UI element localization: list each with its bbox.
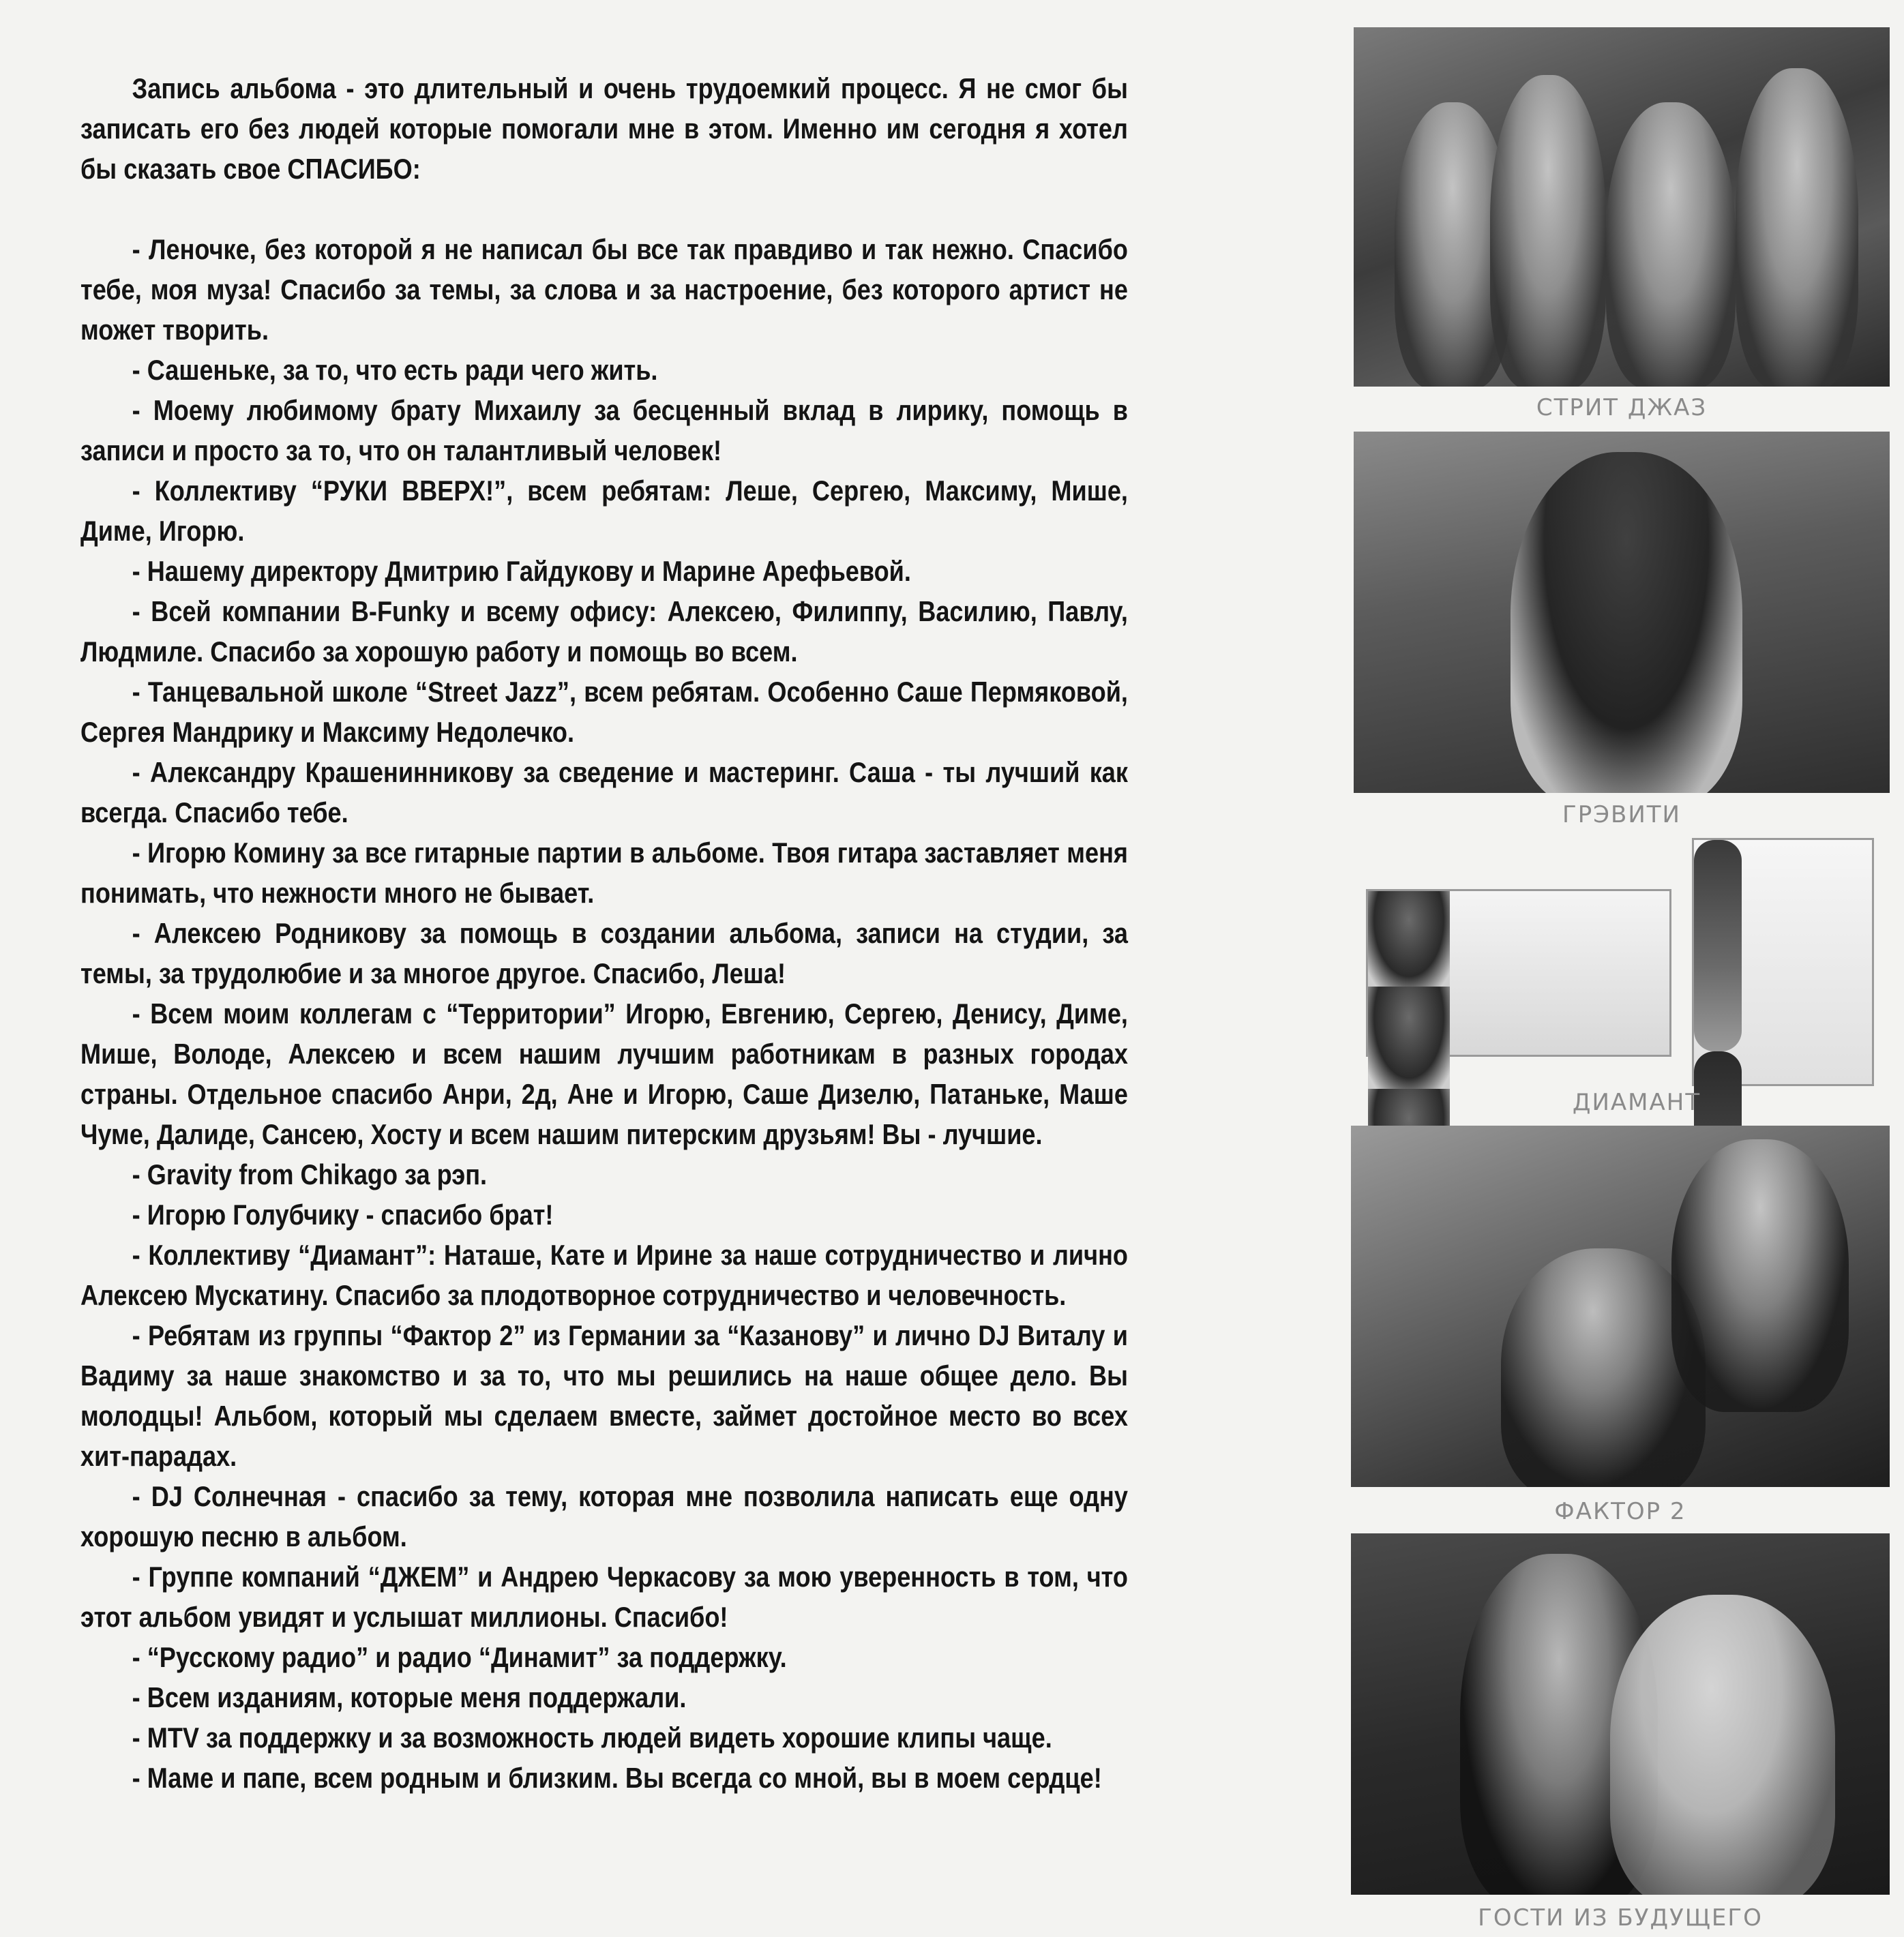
thanks-paragraph: - Алексею Родникову за помощь в создании альбома, записи на студии, за темы, за трудолюбие и за многое другое. Спасибо, Леша! xyxy=(80,917,1128,989)
thanks-paragraph: Запись альбома - это длительный и очень трудоемкий процесс. Я не смог бы записать его без людей которые помогали мне в этом. Именно им сегодня я хотел бы сказать свое СПАСИБО: xyxy=(80,72,1128,185)
thanks-paragraph: - MTV за поддержку и за возможность людей видеть хорошие клипы чаще. xyxy=(132,1722,1052,1754)
caption-gravity: ГРЭВИТИ xyxy=(1562,801,1681,828)
thanks-paragraph: - Коллективу “РУКИ ВВЕРХ!”, всем ребятам: Леше, Сергею, Максиму, Мише, Диме, Игорю. xyxy=(80,475,1128,547)
thanks-paragraph: - Ребятам из группы “Фактор 2” из Германии за “Казанову” и лично DJ Виталу и Вадиму за наше знакомство и за то, что мы решились на наше общее дело. Вы молодцы! Альбом, который мы сделаем вместе, займет достойное место во всех хит-парадах. xyxy=(80,1319,1128,1472)
photo-gravity xyxy=(1354,432,1890,793)
caption-street-jazz: СТРИТ ДЖАЗ xyxy=(1536,394,1708,421)
thanks-paragraph: - Игорю Комину за все гитарные партии в альбоме. Твоя гитара заставляет меня понимать, что нежности много не бывает. xyxy=(80,837,1128,909)
thanks-paragraph: - Всем моим коллегам с “Территории” Игорю, Евгению, Сергею, Денису, Диме, Мише, Володе, Алексею и всем нашим лучшим работникам в разных городах страны. Отдельное спасибо Анри, 2д, Ане и Игорю, Саше Дизелю, Патаньке, Маше Чуме, Далиде, Сансею, Хосту и всем нашим питерским друзьям! Вы - лучшие. xyxy=(80,997,1128,1150)
thanks-paragraph: - Моему любимому брату Михаилу за бесценный вклад в лирику, помощь в записи и просто за то, что он талантливый человек! xyxy=(80,394,1128,466)
photo-guests-from-future xyxy=(1351,1533,1890,1895)
caption-factor2: ФАКТОР 2 xyxy=(1554,1498,1686,1525)
thanks-paragraph: - Нашему директору Дмитрию Гайдукову и Марине Арефьевой. xyxy=(132,555,911,587)
thanks-paragraph: - Танцевальной школе “Street Jazz”, всем ребятам. Особенно Саше Пермяковой, Сергея Мандрику и Максиму Недолечко. xyxy=(80,676,1128,748)
caption-diamant: ДИАМАНТ xyxy=(1572,1089,1701,1116)
caption-guests-from-future: ГОСТИ ИЗ БУДУЩЕГО xyxy=(1478,1904,1763,1932)
thanks-paragraph: - Коллективу “Диамант”: Наташе, Кате и Ирине за наше сотрудничество и лично Алексею Мускатину. Спасибо за плодотворное сотрудничество и человечность. xyxy=(80,1239,1128,1311)
thanks-paragraph: - Группе компаний “ДЖЕМ” и Андрею Черкасову за мою уверенность в том, что этот альбом увидят и услышат миллионы. Спасибо! xyxy=(80,1561,1128,1633)
thanks-paragraph: - Gravity from Chikago за рэп. xyxy=(132,1158,488,1190)
thanks-paragraph: - Сашеньке, за то, что есть ради чего жить. xyxy=(132,354,658,386)
photo-diamant-standing xyxy=(1692,838,1874,1086)
thanks-paragraph: - Всем изданиям, которые меня поддержали. xyxy=(132,1681,687,1713)
thanks-paragraph: - “Русскому радио” и радио “Динамит” за поддержку. xyxy=(132,1641,787,1673)
thanks-paragraph: - DJ Солнечная - спасибо за тему, которая мне позволила написать еще одну хорошую песню в альбом. xyxy=(80,1480,1128,1552)
thanks-paragraph: - Леночке, без которой я не написал бы все так правдиво и так нежно. Спасибо тебе, моя муза! Спасибо за темы, за слова и за настроение, без которого артист не может творить. xyxy=(80,233,1128,346)
thanks-paragraph: - Игорю Голубчику - спасибо брат! xyxy=(132,1199,554,1231)
thanks-paragraph: - Маме и папе, всем родным и близким. Вы всегда со мной, вы в моем сердце! xyxy=(132,1762,1102,1794)
photo-factor2 xyxy=(1351,1126,1890,1487)
photo-diamant-group xyxy=(1366,889,1671,1057)
thanks-text xyxy=(80,68,1128,1798)
thanks-paragraph: - Александру Крашенинникову за сведение и мастеринг. Саша - ты лучший как всегда. Спасибо тебе. xyxy=(80,756,1128,828)
photo-street-jazz xyxy=(1354,27,1890,387)
thanks-paragraph: - Всей компании B-Funky и всему офису: Алексею, Филиппу, Василию, Павлу, Людмиле. Спасибо за хорошую работу и помощь во всем. xyxy=(80,595,1128,667)
